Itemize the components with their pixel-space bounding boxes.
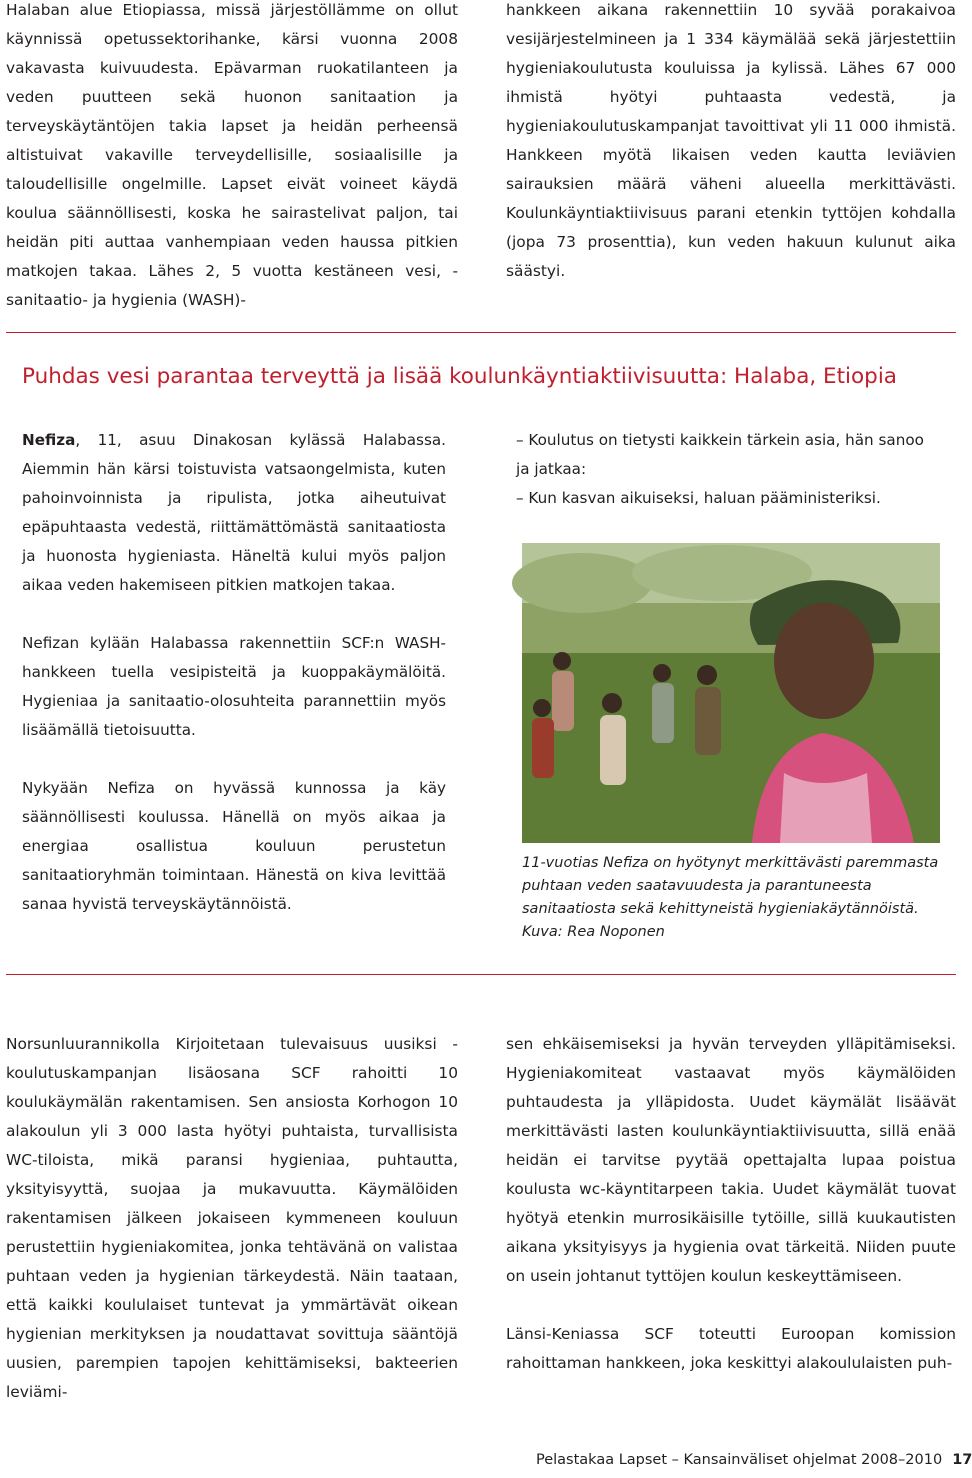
photo-caption [522,852,940,944]
bottom-right-paragraph-1: sen ehkäisemiseksi ja hyvän terveyden ylläpitämiseksi. Hygieniakomiteat vastaavat myös käymälöiden puhtaudesta ja ylläpidosta. Uudet käymälät lisäävät merkittävästi lasten koulunkäyntiaktiivisuutta, sillä enää heidän ei tarvitse pyytää opettajalta lupaa poistua koulusta wc-käyntitarpeen takia. Uudet käymälät tuovat hyötyä etenkin murrosikäisille tytöille, sillä kuukautisten aikana yksityisyys ja hygienia ovat tärkeitä. Niiden puute on usein johtanut tyttöjen koulun keskeyttämiseen. [506,1035,956,1285]
story-name: Nefiza [22,431,76,449]
intro-left-column [6,0,458,315]
photo-illustration [522,543,940,843]
footer-text: Pelastakaa Lapset – Kansainväliset ohjelmat 2008–2010 [536,1452,943,1468]
bottom-left-column [6,1030,458,1407]
box-title: Puhdas vesi parantaa terveyttä ja lisää koulunkäyntiaktiivisuutta: Halaba, Etiopia [22,364,897,389]
intro-right-column [506,0,956,286]
photo [522,543,940,843]
story-paragraph-2: Nefizan kylään Halabassa rakennettiin SCF:n WASH-hankkeen tuella vesipisteitä ja kuoppakäymälöitä. Hygieniaa ja sanitaatio-olosuhteita parannettiin myös lisäämällä tietoisuutta. [22,634,446,739]
bottom-right-column [506,1030,956,1378]
top-divider [6,332,956,333]
intro-right-text: hankkeen aikana rakennettiin 10 syvää porakaivoa vesijärjestelmineen ja 1 334 käymälää sekä järjestettiin hygieniakoulutusta kouluissa ja kylissä. Lähes 67 000 ihmistä hyötyi puhtaasta vedestä, ja hygieniakoulutuskampanjat tavoittivat yli 11 000 ihmistä. Hankkeen myötä likaisen veden kautta leviävien sairauksien määrä väheni alueella merkittävästi. Koulunkäyntiaktiivisuus parani etenkin tyttöjen kohdalla (jopa 73 prosenttia), kun veden hakuun kulunut aika säästyi. [506,1,956,280]
page-footer [536,1450,972,1470]
story-paragraph-3: Nykyään Nefiza on hyvässä kunnossa ja käy säännöllisesti koulussa. Hänellä on myös aikaa ja energiaa osallistua kouluun perustetun sanitaatioryhmän toimintaan. Hänestä on kiva levittää sanaa hyvistä terveyskäytännöistä. [22,779,446,913]
story-paragraph-1 [22,426,446,600]
bottom-divider [6,974,956,975]
caption-text: 11-vuotias Nefiza on hyötynyt merkittävästi paremmasta puhtaan veden saatavuudesta ja parantuneesta sanitaatiosta sekä kehittyneistä hygieniakäytännöistä. [522,855,939,917]
bottom-left-text: Norsunluurannikolla Kirjoitetaan tulevaisuus uusiksi -koulutuskampanjan lisäosana SCF rahoitti 10 koulukäymälän rakentamisen. Sen ansiosta Korhogon 10 alakoulun yli 3 000 lasta hyötyi puhtaista, turvallisista WC-tiloista, mikä paransi hygieniaa, puhtautta, yksityisyyttä, suojaa ja mukavuutta. Käymälöiden rakentamisen jälkeen jokaiseen kymmeneen kouluun perustettiin hygieniakomitea, jonka tehtävänä on valistaa puhtaan veden ja hygienian tärkeydestä. Näin taataan, että kaikki koululaiset tuntevat ja ymmärtävät oikean hygienian merkityksen ja noudattavat sovittuja sääntöjä uusien, parempien tapojen kehittämiseksi, bakteerien leviämi- [6,1035,458,1401]
page-number: 17 [952,1452,972,1468]
quote-1: – Koulutus on tietysti kaikkein tärkein asia, hän sanoo ja jatkaa: [516,431,924,478]
story-paragraph-1-text: , 11, asuu Dinakosan kylässä Halabassa. Aiemmin hän kärsi toistuvista vatsaongelmista, kuten pahoinvoinnista ja ripulista, jotka aiheutuivat epäpuhtaasta vedestä, riittämättömästä sanitaatiosta ja huonosta hygieniasta. Häneltä kului myös paljon aikaa veden hakemiseen pitkien matkojen takaa. [22,431,446,594]
quotes [516,426,924,513]
quote-2: – Kun kasvan aikuiseksi, haluan pääministeriksi. [516,489,881,507]
photo-credit: Kuva: Rea Noponen [522,924,665,940]
intro-left-text: Halaban alue Etiopiassa, missä järjestöllämme on ollut käynnissä opetussektorihanke, kärsi vuonna 2008 vakavasta kuivuudesta. Epävarman ruokatilanteen ja veden puutteen sekä huonon sanitaation ja terveyskäytäntöjen takia lapset ja heidän perheensä altistuivat vakaville terveydellisille, sosiaalisille ja taloudellisille ongelmille. Lapset eivät voineet käydä koulua säännöllisesti, koska he sairastelivat paljon, tai heidän piti auttaa vanhempiaan veden haussa pitkien matkojen takaa. Lähes 2, 5 vuotta kestäneen vesi, - sanitaatio- ja hygienia (WASH)- [6,1,458,309]
nefiza-story [22,426,446,948]
bottom-right-paragraph-2: Länsi-Keniassa SCF toteutti Euroopan komission rahoittaman hankkeen, joka keskittyi alakoululaisten puh- [506,1325,956,1372]
